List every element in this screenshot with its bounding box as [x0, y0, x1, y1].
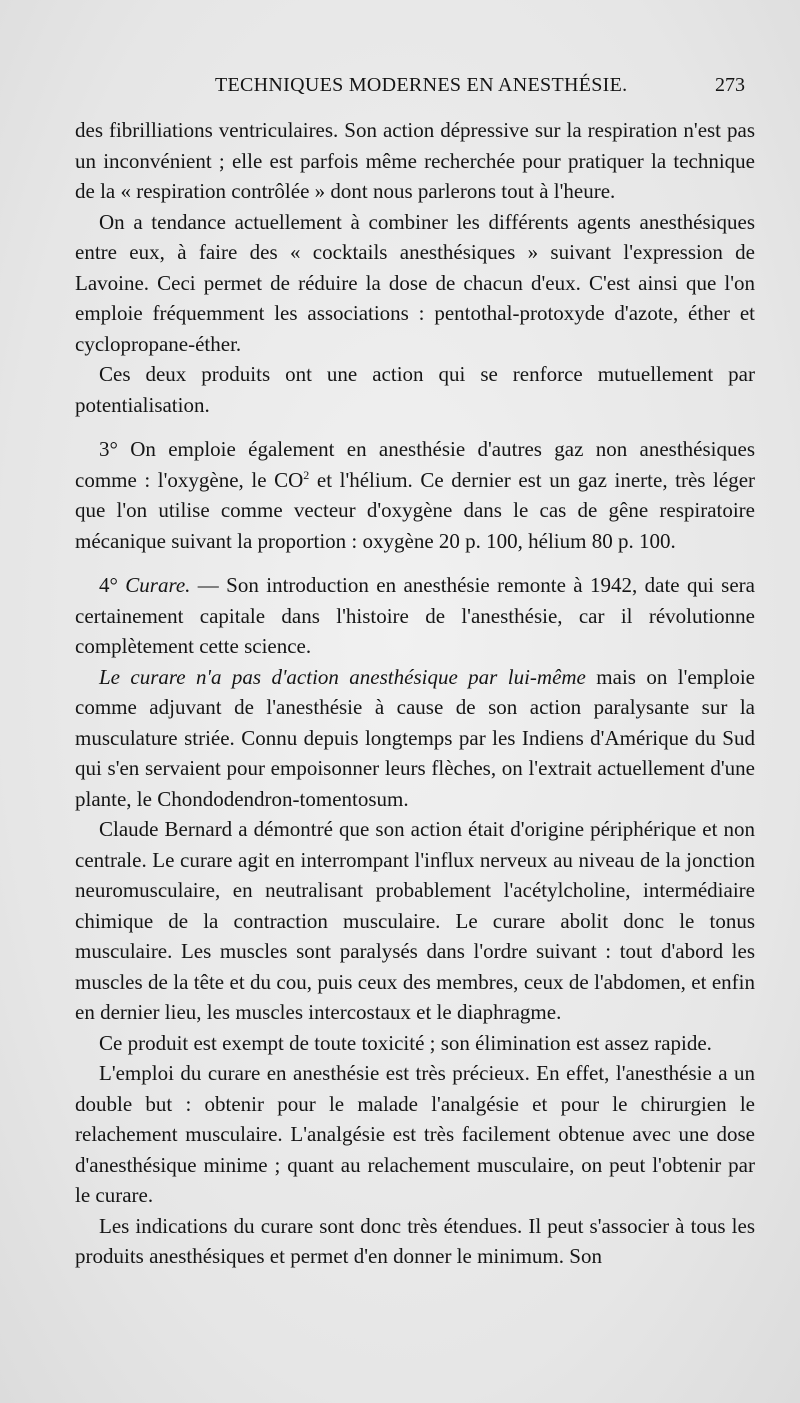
- page-number: 273: [715, 74, 745, 96]
- paragraph-6: [75, 662, 755, 815]
- paragraph-10: Les indications du curare sont donc très étendues. Il peut s'associer à tous les produits anesthésiques et permet d'en donner le minimum. Son: [75, 1213, 755, 1268]
- section-number: 4°: [99, 573, 118, 597]
- running-header: [75, 74, 745, 104]
- paragraph-8: Ce produit est exempt de toute toxicité ; son élimination est assez rapide.: [99, 1030, 712, 1055]
- paragraph-9: L'emploi du curare en anesthésie est très précieux. En effet, l'anesthésie a un double but : obtenir pour le malade l'analgésie et pour le chirurgien le relachement musculaire. L'analgésie est très facilement obtenue avec une dose d'anesthésique minime ; quant au relachement musculaire, on peut l'obtenir par le curare.: [75, 1061, 755, 1207]
- paragraph-4-text-a: 3° On emploie également en anesthésie d'autres gaz non anesthésiques comme : l'oxygène, le CO: [75, 437, 755, 492]
- paragraph-6-emphasis: Le curare n'a pas d'action anesthésique par lui-même: [99, 664, 586, 689]
- superscript-2: 2: [303, 467, 310, 482]
- paragraph-2: On a tendance actuellement à combiner les différents agents anesthésiques entre eux, à faire des « cocktails anesthésiques » suivant l'expression de Lavoine. Ceci permet de réduire la dose de chacun d'eux. C'est ainsi que l'on emploie fréquemment les associations : pentothal-protoxyde d'azote, éther et cyclopropane-éther.: [75, 209, 755, 356]
- paragraph-6-text: mais on l'emploie comme adjuvant de l'anesthésie à cause de son action paralysante sur la musculature striée. Connu depuis longtemps par les Indiens d'Amérique du Sud qui s'en servaient pour empoisonner leurs flèches, on l'extrait actuellement d'une plante, le Chondodendron-tomentosum.: [75, 664, 755, 811]
- paragraph-4: [75, 434, 755, 556]
- paragraph-5: [75, 570, 755, 662]
- running-title: TECHNIQUES MODERNES EN ANESTHÉSIE.: [215, 74, 628, 96]
- paragraph-gap: [75, 556, 755, 570]
- page-body: [75, 115, 755, 1272]
- paragraph-1: des fibrilliations ventriculaires. Son action dépressive sur la respiration n'est pas un inconvénient ; elle est parfois même recherchée pour pratiquer la technique de la « respiration contrôlée » dont nous parlerons tout à l'heure.: [75, 118, 755, 203]
- paragraph-4-text-b: et l'hélium. Ce dernier est un gaz inerte, très léger que l'on utilise comme vecteur d'oxygène dans le cas de gêne respiratoire mécanique suivant la proportion : oxygène 20 p. 100, hélium 80 p. 100.: [75, 467, 756, 553]
- paragraph-gap: [75, 420, 755, 434]
- paragraph-5-text: — Son introduction en anesthésie remonte à 1942, date qui sera certainement capitale dans l'histoire de l'anesthésie, car il révolutionne complètement cette science.: [75, 573, 755, 658]
- paragraph-3: Ces deux produits ont une action qui se renforce mutuellement par potentialisation.: [75, 362, 755, 417]
- section-title: Curare.: [125, 573, 191, 597]
- paragraph-7: Claude Bernard a démontré que son action était d'origine périphérique et non centrale. Le curare agit en interrompant l'influx nerveux au niveau de la jonction neuromusculaire, en neutralisant probablement l'acétylcholine, intermédiaire chimique de la contraction musculaire. Le curare abolit donc le tonus musculaire. Les muscles sont paralysés dans l'ordre suivant : tout d'abord les muscles de la tête et du cou, puis ceux des membres, ceux de l'abdomen, et enfin en dernier lieu, les muscles intercostaux et le diaphragme.: [75, 817, 755, 1024]
